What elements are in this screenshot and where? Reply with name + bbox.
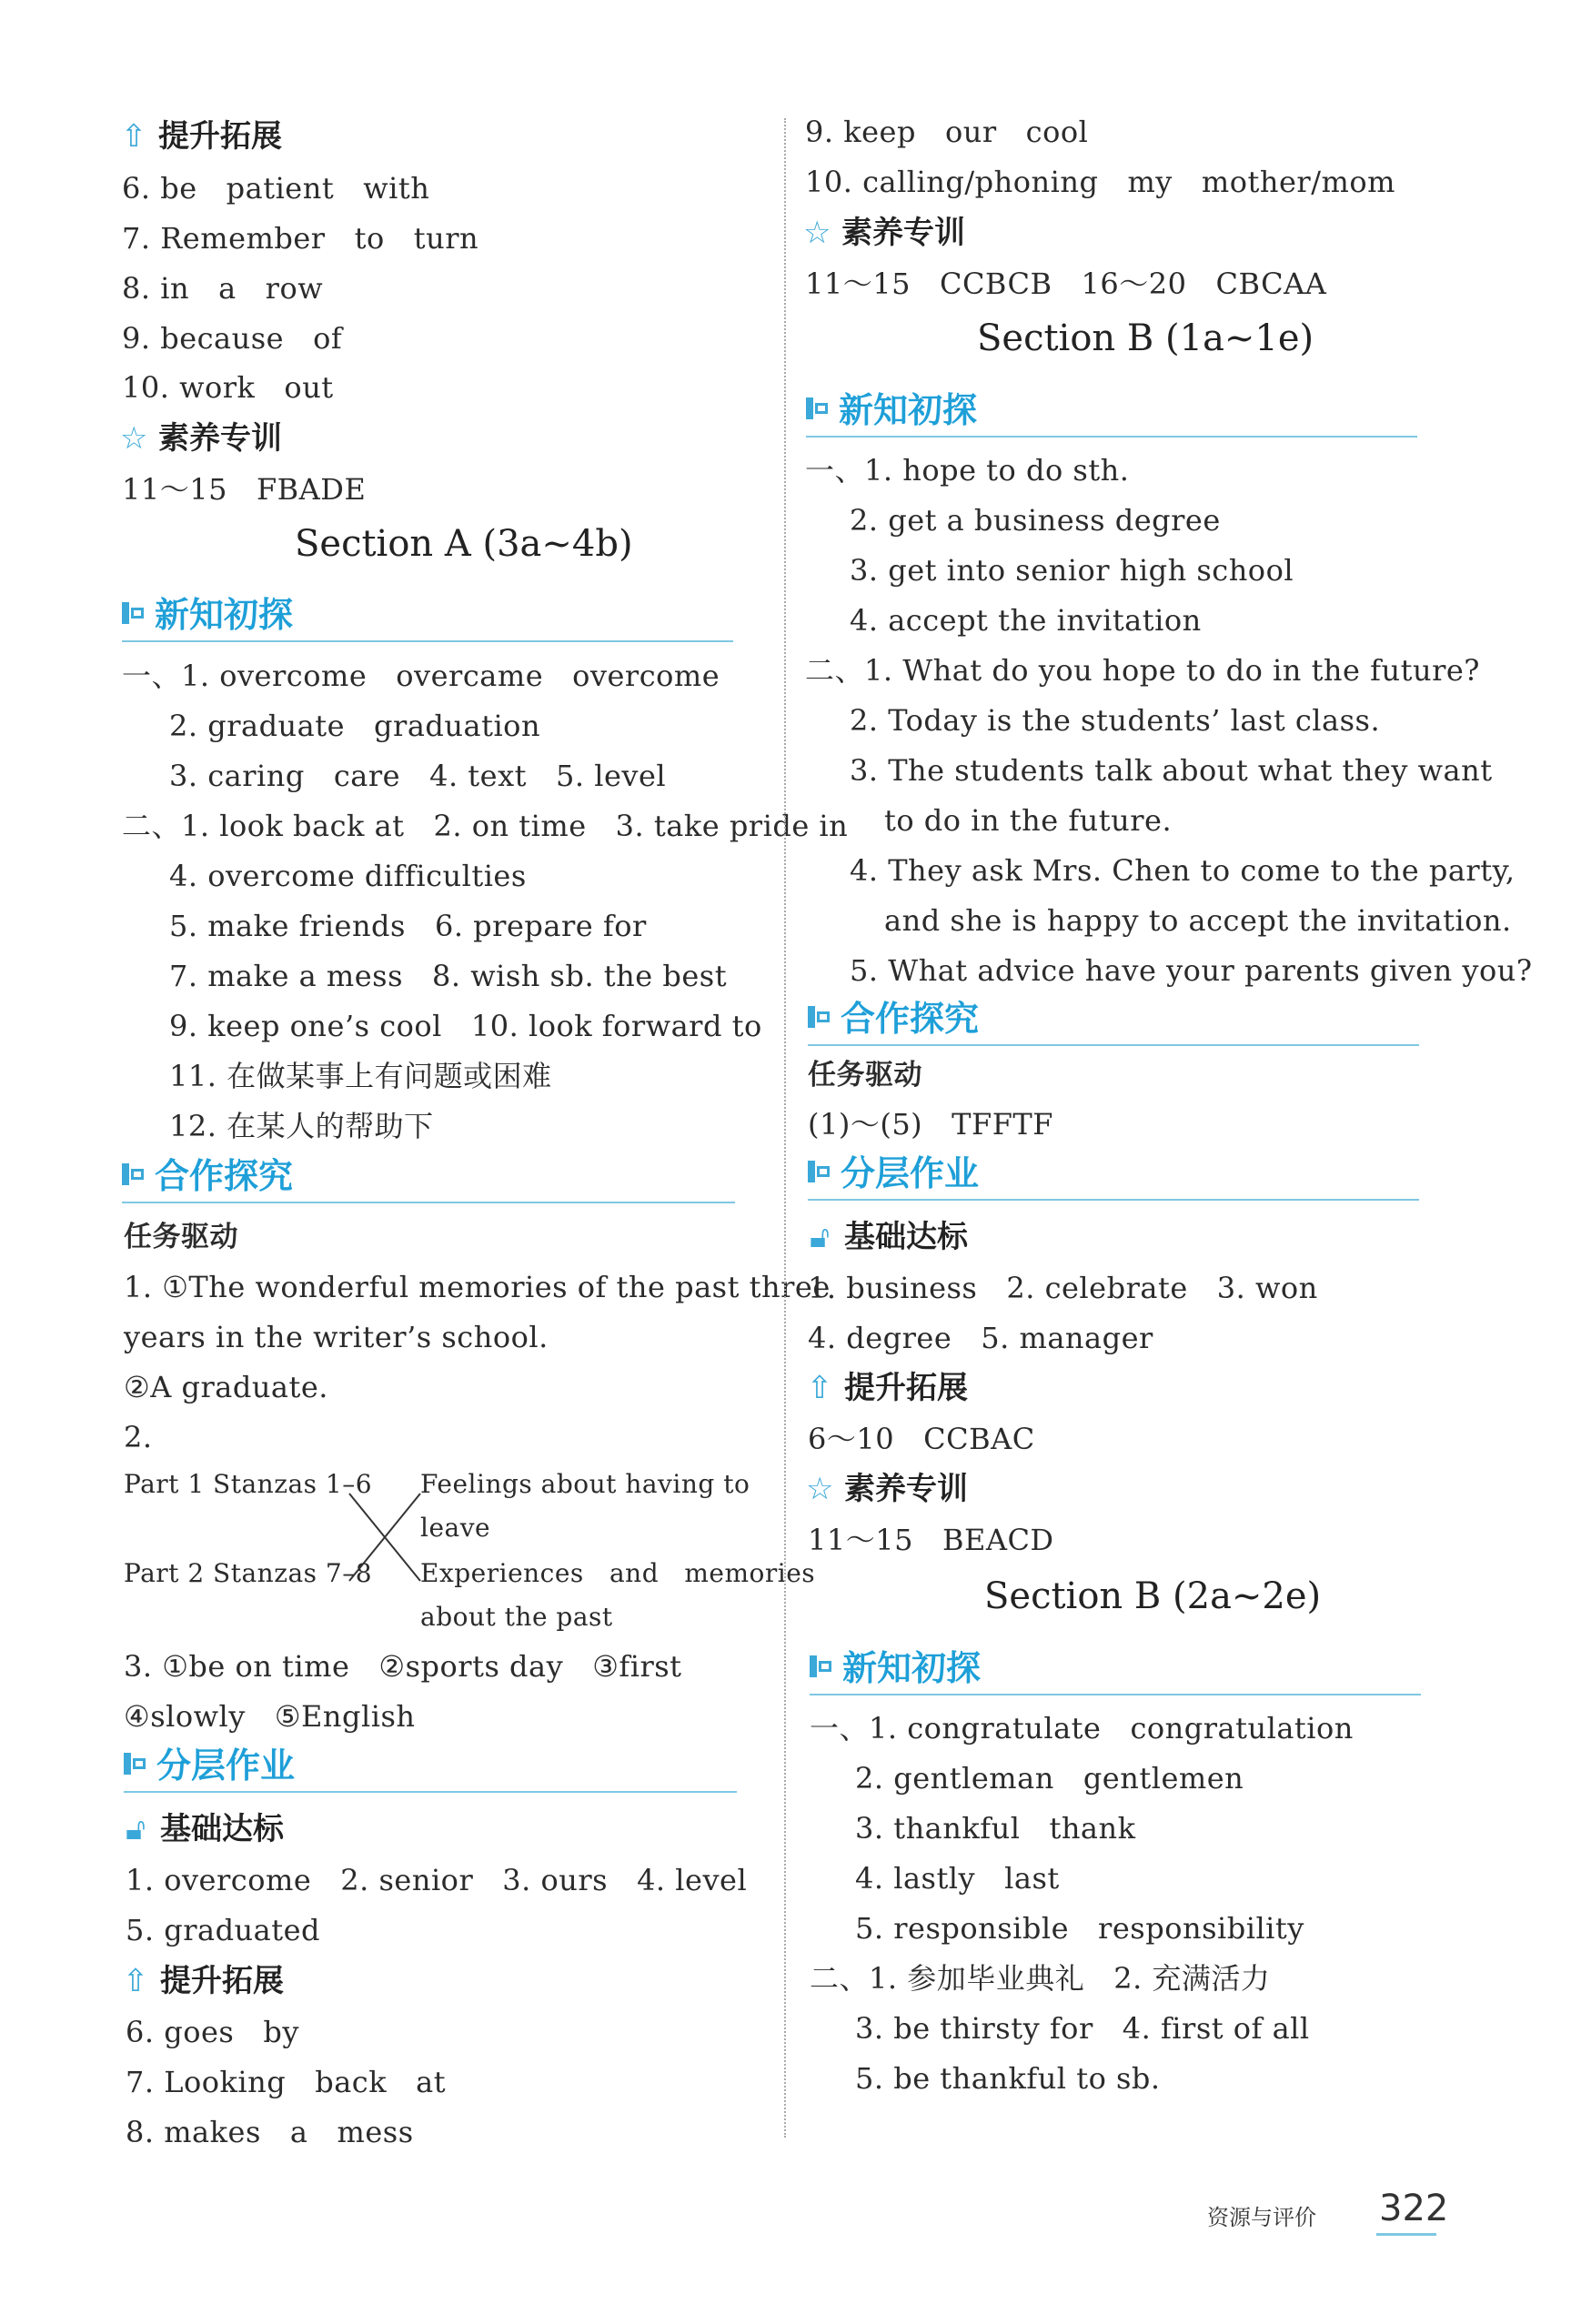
answer-line: 7. Looking back at: [126, 2065, 447, 2099]
answer-line: 9. keep one’s cool 10. look forward to: [169, 1009, 762, 1043]
answer-line: 11～15 BEACD: [808, 1523, 1054, 1557]
subheading-tisheng: ⇧ 提升拓展: [122, 1963, 284, 1999]
page-number: 322: [1379, 2188, 1449, 2229]
answer-line: 4. They ask Mrs. Chen to come to the party,: [850, 853, 1516, 888]
banner-icon: [122, 1163, 144, 1187]
banner-icon: [806, 397, 828, 421]
match-right-1a: Feelings about having to: [420, 1469, 750, 1499]
answer-line: 11. 在做某事上有问题或困难: [169, 1059, 552, 1093]
answer-line: 6. be patient with: [122, 171, 430, 206]
answer-line: 4. degree 5. manager: [808, 1321, 1153, 1355]
answer-line: 一、1. overcome overcame overcome: [122, 659, 720, 693]
answer-line: 7. make a mess 8. wish sb. the best: [169, 959, 728, 993]
answer-line: 9. because of: [122, 321, 343, 356]
answer-line: 一、1. hope to do sth.: [805, 453, 1130, 488]
answer-line: and she is happy to accept the invitation.: [884, 903, 1512, 938]
answer-line: 3. The students talk about what they want: [850, 753, 1493, 788]
subheading-jichu: 🔓︎ 基础达标: [122, 1811, 284, 1847]
match-right-2a: Experiences and memories: [420, 1558, 816, 1588]
answer-line: 7. Remember to turn: [122, 221, 479, 256]
answer-line: 1. ①The wonderful memories of the past three: [124, 1270, 831, 1304]
banner-hezuo: 合作探究: [122, 1151, 735, 1203]
answer-line: 4. overcome difficulties: [169, 859, 527, 893]
arrow-up-icon: ⇧: [806, 1370, 833, 1406]
answer-line: 11～15 FBADE: [122, 472, 367, 507]
task-label: 任务驱动: [808, 1059, 922, 1092]
banner-icon: [810, 1655, 831, 1679]
banner-xinzhi: 新知初探: [810, 1643, 1421, 1695]
answer-line: 5. graduated: [126, 1913, 321, 1947]
answer-line: 3. get into senior high school: [850, 553, 1294, 588]
answer-line: 2.: [124, 1420, 153, 1454]
lock-icon: 🔓︎: [809, 1219, 831, 1255]
star-icon: ☆: [803, 215, 831, 251]
answer-line: 11～15 CCBCB 16～20 CBCAA: [805, 267, 1327, 301]
answer-line: 6. goes by: [126, 2015, 299, 2049]
answer-line: 5. make friends 6. prepare for: [169, 909, 647, 943]
banner-fenceng: 分层作业: [124, 1740, 737, 1793]
section-heading: Section A (3a~4b): [295, 523, 633, 565]
answer-line: 5. be thankful to sb.: [855, 2061, 1161, 2096]
subheading-suyang: ☆ 素养专训: [120, 420, 282, 457]
answer-line: 2. graduate graduation: [169, 709, 541, 743]
banner-icon: [808, 1006, 830, 1030]
banner-fenceng: 分层作业: [808, 1148, 1419, 1201]
answer-line: 5. What advice have your parents given you?: [850, 953, 1533, 988]
arrow-up-icon: ⇧: [120, 118, 147, 155]
answer-line: to do in the future.: [884, 803, 1173, 838]
subheading-suyang: ☆ 素养专训: [806, 1471, 968, 1507]
match-left-1: Part 1 Stanzas 1–6: [124, 1469, 373, 1499]
section-heading: Section B (2a~2e): [984, 1575, 1322, 1617]
answer-line: 3. thankful thank: [855, 1811, 1136, 1846]
answer-line: years in the writer’s school.: [124, 1320, 549, 1354]
match-left-2: Part 2 Stanzas 7–8: [124, 1558, 373, 1588]
answer-line: 2. get a business degree: [850, 503, 1221, 538]
answer-line: ④slowly ⑤English: [124, 1699, 416, 1734]
star-icon: ☆: [806, 1471, 834, 1507]
answer-line: 10. calling/phoning my mother/mom: [805, 165, 1395, 199]
answer-line: 一、1. congratulate congratulation: [810, 1711, 1354, 1746]
answer-line: 1. business 2. celebrate 3. won: [808, 1271, 1318, 1305]
banner-icon: [808, 1161, 830, 1184]
answer-line: 5. responsible responsibility: [855, 1911, 1304, 1946]
subheading-tisheng: ⇧ 提升拓展: [120, 118, 282, 155]
answer-line: 12. 在某人的帮助下: [169, 1109, 434, 1143]
banner-xinzhi: 新知初探: [806, 385, 1417, 438]
answer-line: 4. accept the invitation: [850, 603, 1202, 638]
answer-line: 9. keep our cool: [805, 115, 1089, 149]
answer-line: 8. in a row: [122, 271, 324, 306]
subheading-suyang: ☆ 素养专训: [803, 215, 965, 251]
match-right-2b: about the past: [420, 1602, 613, 1632]
answer-line: 4. lastly last: [855, 1861, 1060, 1896]
banner-hezuo: 合作探究: [808, 993, 1419, 1046]
subheading-jichu: 🔓︎ 基础达标: [806, 1219, 968, 1255]
answer-line: 二、1. 参加毕业典礼 2. 充满活力: [810, 1961, 1271, 1996]
task-label: 任务驱动: [124, 1221, 238, 1253]
answer-line: 3. be thirsty for 4. first of all: [855, 2011, 1310, 2046]
answer-line: 2. gentleman gentlemen: [855, 1761, 1244, 1796]
column-divider: [784, 118, 786, 2138]
banner-xinzhi: 新知初探: [122, 589, 733, 642]
answer-line: 1. overcome 2. senior 3. ours 4. level: [126, 1863, 748, 1897]
answer-line: 2. Today is the students’ last class.: [850, 703, 1381, 738]
answer-line: 3. ①be on time ②sports day ③first: [124, 1649, 682, 1684]
banner-icon: [122, 602, 144, 626]
footer-label: 资源与评价: [1207, 2205, 1316, 2230]
answer-line: 3. caring care 4. text 5. level: [169, 759, 667, 793]
answer-line: ②A graduate.: [124, 1370, 328, 1404]
banner-icon: [124, 1753, 146, 1776]
lock-icon: 🔓︎: [125, 1811, 146, 1847]
answer-line: 6～10 CCBAC: [808, 1422, 1035, 1456]
page-number-underline: [1376, 2233, 1436, 2236]
match-right-1b: leave: [420, 1513, 491, 1543]
star-icon: ☆: [120, 420, 148, 457]
match-cross-lines: [346, 1474, 428, 1583]
answer-line: 8. makes a mess: [126, 2115, 414, 2149]
answer-line: 10. work out: [122, 370, 334, 405]
answer-line: 二、1. look back at 2. on time 3. take pride in: [122, 809, 849, 843]
subheading-tisheng: ⇧ 提升拓展: [806, 1370, 968, 1406]
answer-line: (1)～(5) TFFTF: [808, 1107, 1053, 1142]
arrow-up-icon: ⇧: [122, 1963, 149, 1999]
section-heading: Section B (1a~1e): [977, 317, 1314, 359]
answer-line: 二、1. What do you hope to do in the future?: [805, 653, 1480, 688]
